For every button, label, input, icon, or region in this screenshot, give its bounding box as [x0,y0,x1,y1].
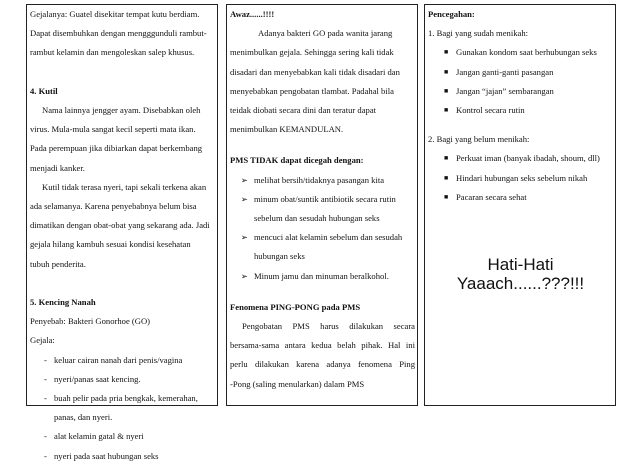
list-item-text: alat kelamin gatal & nyeri [54,431,144,442]
list-item-continuation: panas, dan nyeri. [54,412,113,423]
list-item [428,188,613,207]
text-line: menjadi kanker. [30,162,85,173]
arrow-bullet-icon: ➢ [240,193,248,204]
list-item-text: Kontrol secara rutin [456,105,525,116]
text-line: Gejalanya: Guatel disekitar tempat kutu berdiam. [30,9,200,19]
dash-bullet: - [44,373,47,384]
list-item-text: melihat bersih/tidaknya pasangan kita [254,174,385,185]
list-item [428,169,613,188]
text-line: Pada perempuan jika dibiarkan dapat berkembang [30,143,203,154]
list-item-text: Jangan ganti-ganti pasangan [456,66,554,77]
list-item-text: Perkuat iman (banyak ibadah, shoum, dll) [456,153,600,164]
text-line: ada selamanya. Karena penyebabnya belum bisa [30,201,197,212]
arrow-bullet-icon: ➢ [240,174,248,185]
square-bullet-icon: ■ [444,106,449,115]
list-item-text: Hindari hubungan seks sebelum nikah [456,172,588,183]
list-item-text: nyeri pada saat hubungan seks [54,450,159,461]
subheading-married: 1. Bagi yang sudah menikah: [428,28,529,39]
list-item-text: mencuci alat kelamin sebelum dan sesudah [254,232,403,243]
text-line: menimbulkan KEMANDULAN. [230,124,344,135]
square-bullet-icon: ■ [444,86,449,95]
square-bullet-icon: ■ [444,192,449,201]
list-item [30,427,217,446]
square-bullet-icon: ■ [444,48,449,57]
list-item-text: keluar cairan nanah dari penis/vagina [54,354,183,365]
list-item [428,63,613,82]
text-line: -Pong (saling menularkan) dalam PMS [230,378,365,389]
list-item [230,190,415,209]
text-line: Nama lainnya jengger ayam. Disebabkan oleh [42,105,201,115]
dash-bullet: - [44,354,47,365]
panel-left [26,4,218,461]
text-line: Kutil tidak terasa nyeri, tapi sekali terkena akan [42,181,207,192]
list-item [30,447,217,466]
section-heading-kutil: 4. Kutil [30,85,58,96]
list-item [230,228,415,247]
square-bullet-icon: ■ [444,173,449,182]
list-item [428,43,613,62]
text-line: menyebabkan pengobatan tlambat. Padahal bila [230,85,394,96]
text-line: tubuh penderita. [30,258,86,269]
text-line: Dapat disembuhkan dengan mengggunduli rambut- [30,28,207,39]
text-line: Adanya bakteri GO pada wanita jarang [258,28,393,39]
list-item [230,267,415,286]
list-item [30,370,217,389]
square-bullet-icon: ■ [444,154,449,163]
list-item [428,149,613,168]
list-item-text: Jangan “jajan” sembarangan [456,85,554,96]
text-line: rambut kelamin dan mengoleskan salep khusus. [30,47,195,58]
text-line: Gejala: [30,335,55,346]
dash-bullet: - [44,393,47,404]
text-line: Penyebab: Bakteri Gonorhoe (GO) [30,316,151,327]
list-item-text: Gunakan kondom saat berhubungan seks [456,47,597,58]
list-item [230,171,415,190]
slogan: Hati-Hati Yaaach......???!!! [456,255,585,294]
text-line: perlu dilakukan karena adanya fenomena Ping [230,359,415,370]
list-item-text: Pacaran secara sehat [456,191,527,202]
panel-right [424,4,616,406]
list-item [30,351,217,370]
section-heading-kencing-nanah: 5. Kencing Nanah [30,297,96,308]
subheading-unmarried: 2. Bagi yang belum menikah: [428,134,530,145]
square-bullet-icon: ■ [444,67,449,76]
warning-title: Awaz......!!!! [230,9,275,19]
dash-bullet: - [44,450,47,461]
list-item [30,389,217,408]
prevention-title: Pencegahan: [428,9,475,19]
list-item [428,101,613,120]
text-line: teidak diobati secara dini dan teratur dapat [230,105,377,116]
text-line: menimbulkan gejala. Sehingga sering kali tidak [230,47,394,58]
panel-middle [226,4,418,406]
text-line: bersama-sama antara kedua belah pihak. Hal ini [230,340,415,351]
list-item [428,82,613,101]
text-line: Pengobatan PMS harus dilakukan secara [242,321,415,332]
section-heading-ping-pong: Fenomena PING-PONG pada PMS [230,301,361,312]
section-heading-pms: PMS TIDAK dapat dicegah dengan: [230,155,364,166]
arrow-bullet-icon: ➢ [240,270,248,281]
arrow-bullet-icon: ➢ [240,232,248,243]
text-line: gejala hilang kambuh sesuai kondisi kesehatan [30,239,191,250]
list-item-text: minum obat/suntik antibiotik secara rutin [254,193,396,204]
list-item-continuation: sebelum dan sesudah hubungan seks [254,213,380,224]
dash-bullet: - [44,431,47,442]
list-item-text: Minum jamu dan minuman beralkohol. [254,270,389,281]
text-line: dimatikan dengan obat-obat yang sekarang ada. Jadi [30,220,210,231]
list-item-text: buah pelir pada pria bengkak, kemerahan, [54,393,198,404]
text-line: virus. Mula-mula sangat kecil seperti mata ikan. [30,124,196,135]
list-item-continuation: hubungan seks [254,251,305,262]
list-item-text: nyeri/panas saat kencing. [54,373,141,384]
text-line: disadari dan menyebabkan kali tidak disadari dan [230,66,400,77]
